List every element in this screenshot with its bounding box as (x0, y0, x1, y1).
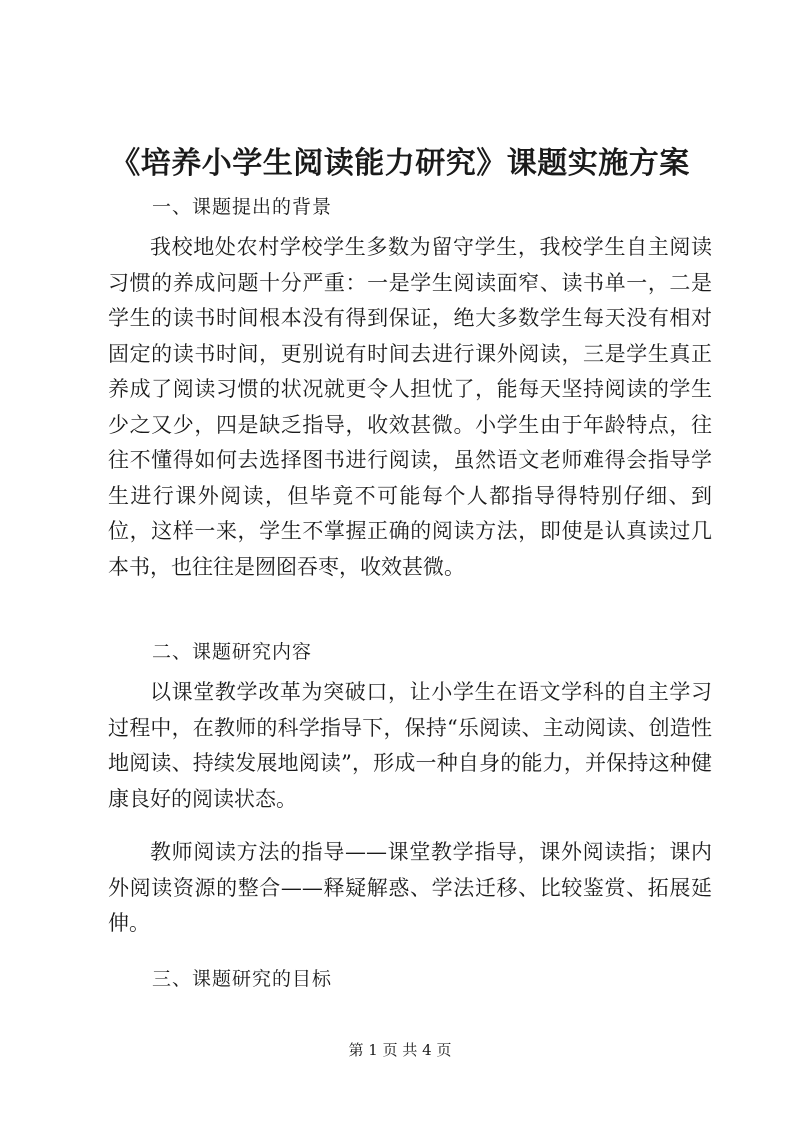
paragraph-background: 我校地处农村学校学生多数为留守学生，我校学生自主阅读习惯的养成问题十分严重：一是学生阅读面窄、读书单一，二是学生的读书时间根本没有得到保证，绝大多数学生每天没有相对固定的读书时间，更别说有时间去进行课外阅读，三是学生真正养成了阅读习惯的状况就更令人担忧了，能每天坚持阅读的学生少之又少，四是缺乏指导，收效甚微。小学生由于年龄特点，往往不懂得如何去选择图书进行阅读，虽然语文老师难得会指导学生进行课外阅读，但毕竟不可能每个人都指导得特别仔细、到位，这样一来，学生不掌握正确的阅读方法，即使是认真读过几本书，也往往是囫囵吞枣，收效甚微。 (108, 235, 712, 579)
section-heading-research-content: 二、课题研究内容 (152, 641, 313, 663)
section-heading-research-goals: 三、课题研究的目标 (152, 968, 333, 990)
section-heading-background: 一、课题提出的背景 (152, 196, 333, 218)
page-footer (0, 1040, 800, 1060)
page-number-label: 第 1 页 共 4 页 (348, 1041, 452, 1059)
paragraph-reading-guidance: 教师阅读方法的指导——课堂教学指导，课外阅读指；课内外阅读资源的整合——释疑解惑、学法迁移、比较鉴赏、拓展延伸。 (108, 840, 712, 935)
document-title: 《培养小学生阅读能力研究》课题实施方案 (110, 146, 690, 181)
paragraph-research-content: 以课堂教学改革为突破口，让小学生在语文学科的自主学习过程中，在教师的科学指导下，保持“乐阅读、主动阅读、创造性地阅读、持续发展地阅读”，形成一种自身的能力，并保持这种健康良好的阅读状态。 (108, 680, 712, 811)
